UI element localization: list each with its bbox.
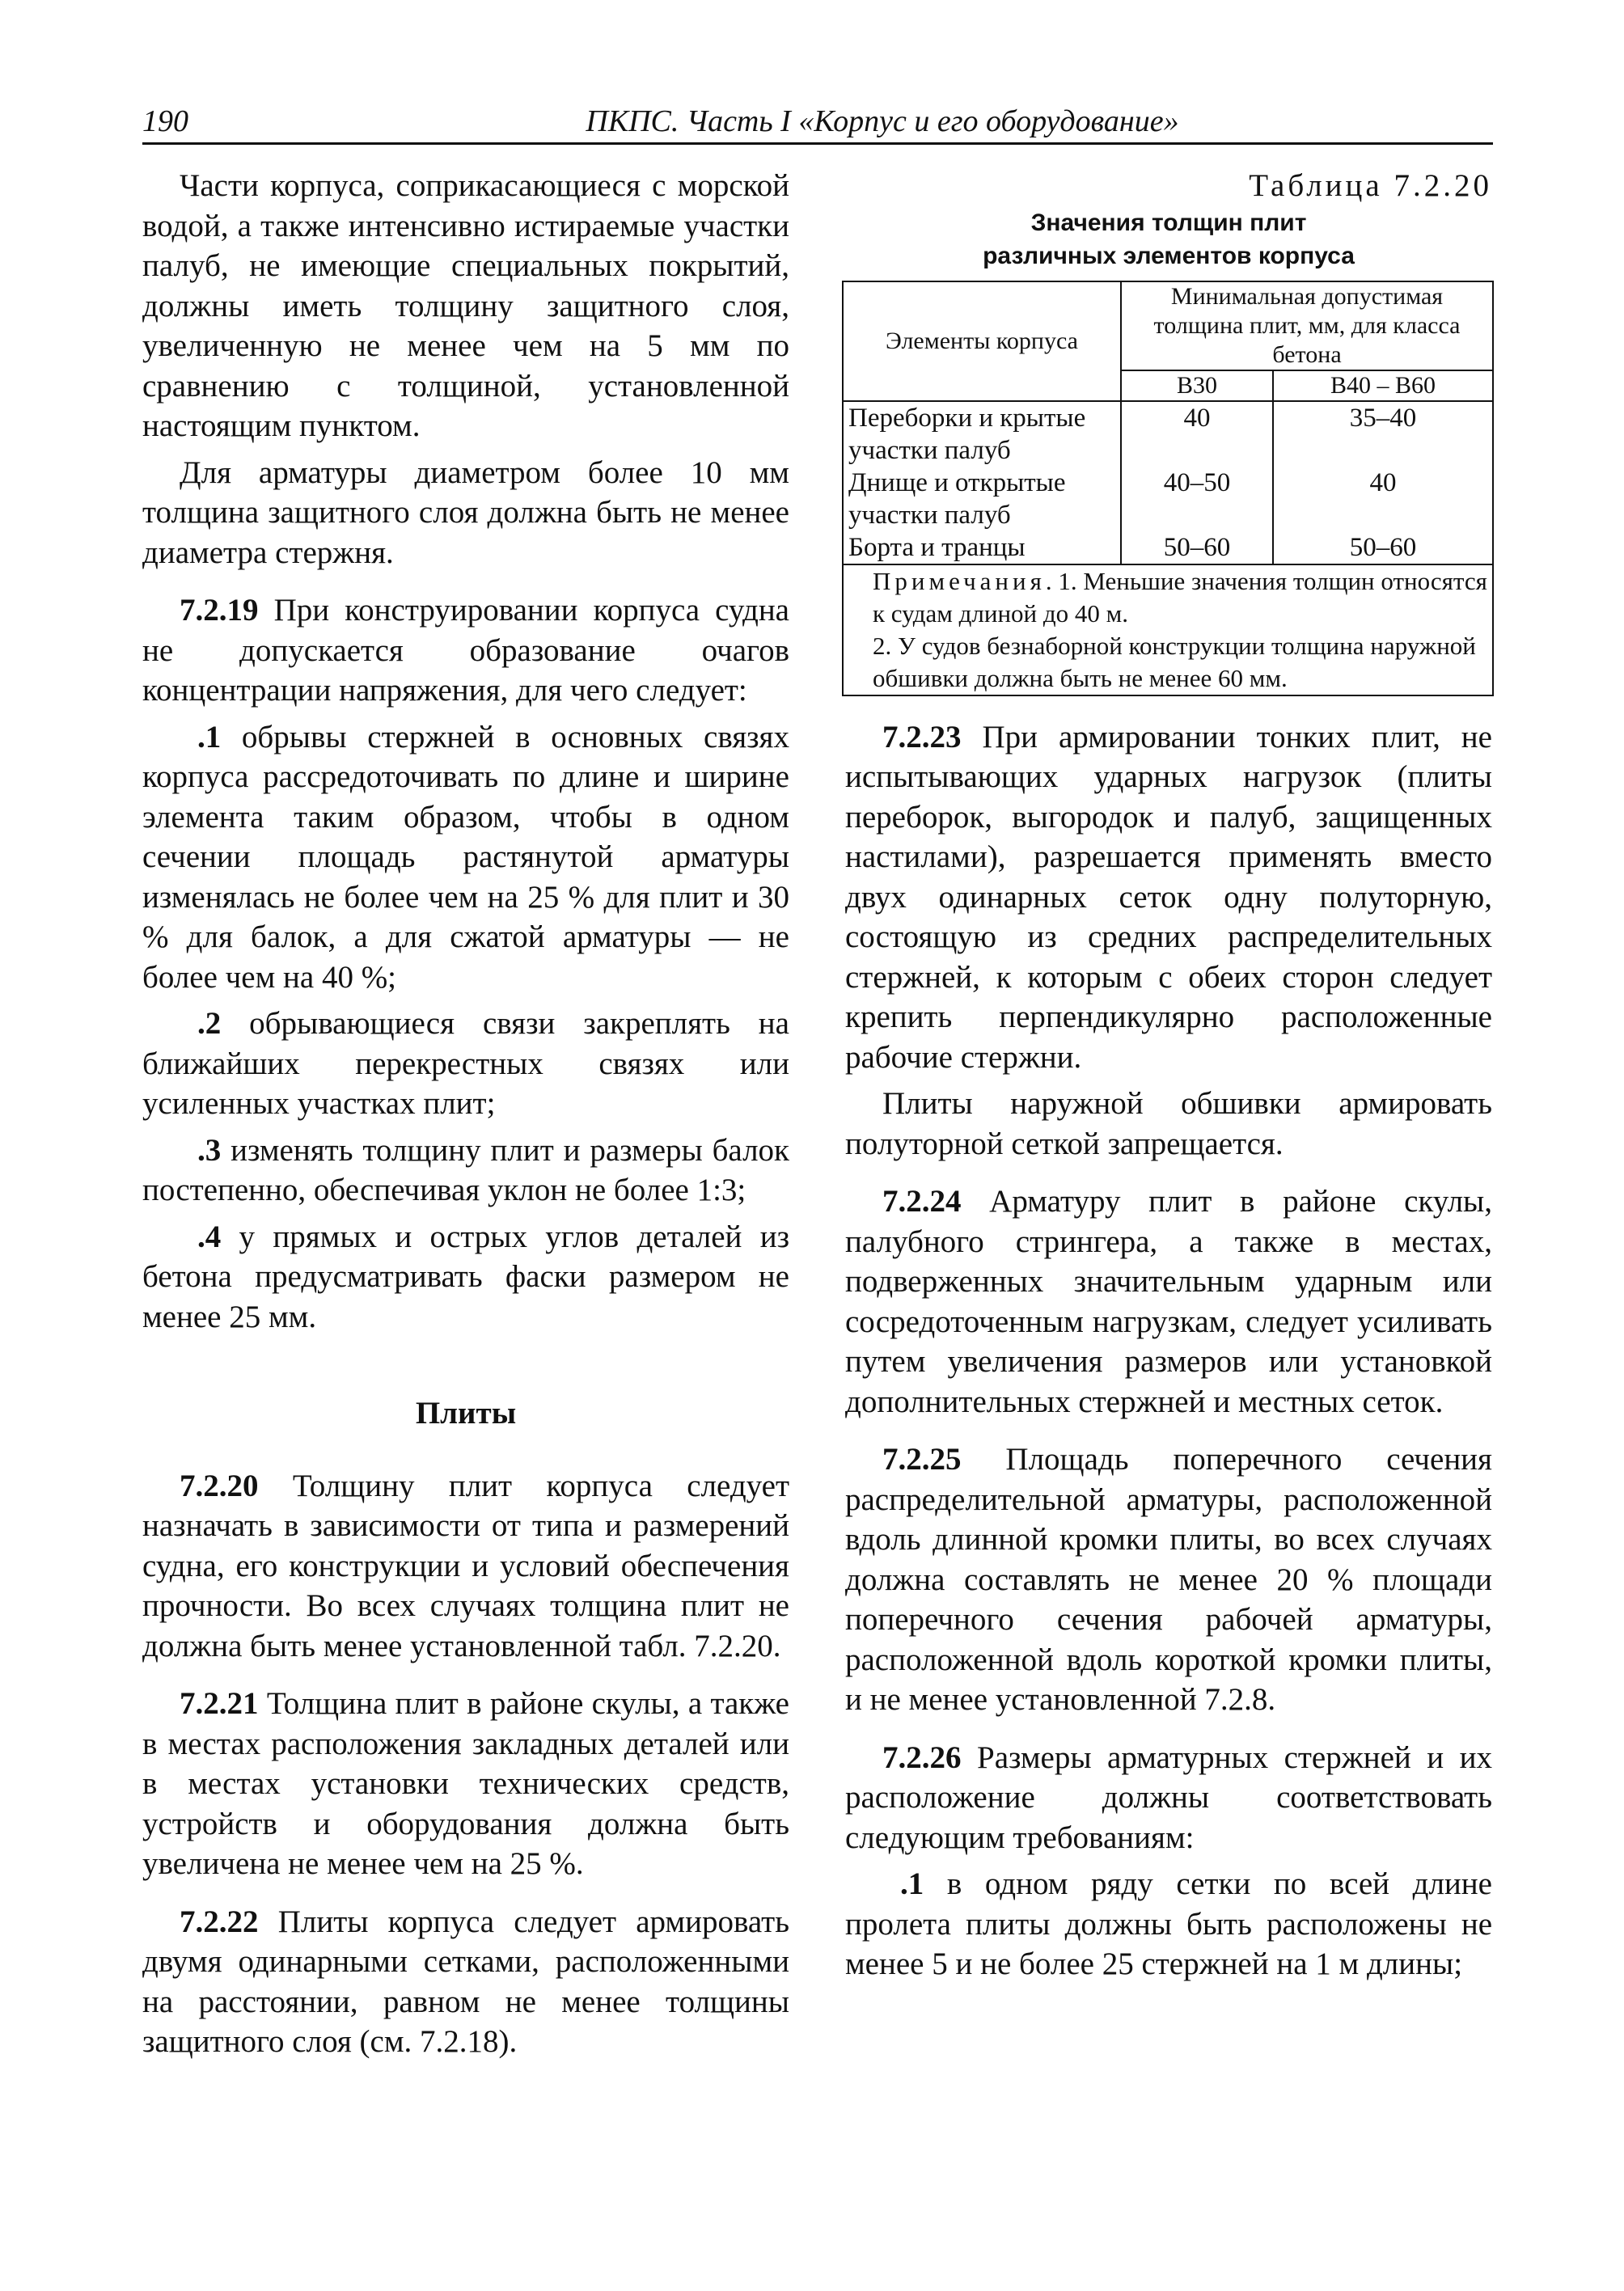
table-cell: 35–40	[1273, 401, 1493, 467]
clause-text: Арматуру плит в районе скулы, палубного стрингера, а также в местах, подверженных значительным ударным или сосредоточенным нагрузкам, следует усиливать путем увеличения размеров или установкой дополнительных стержней и местных сеток.	[845, 1184, 1492, 1419]
section-title: Плиты	[415, 1396, 517, 1431]
paragraph: Для арматуры диаметром более 10 мм толщина защитного слоя должна быть не менее диаметра стержня.	[142, 454, 789, 570]
table-cell: 50–60	[1273, 531, 1493, 564]
clause-7-2-23	[845, 717, 1492, 1078]
clause-7-2-22	[142, 1902, 789, 2062]
clause-number: 7.2.24	[882, 1184, 962, 1219]
item-text: обрывы стержней в основных связях корпуса рассредоточивать по длине и ширине элемента таким образом, чтобы в одном сечении площадь растянутой арматуры изменялась не более чем на 25 % для плит и 30 % для балок, а для сжатой арматуры — не более чем на 40 %;	[142, 719, 789, 995]
header-min-thickness: Минимальная допустимая толщина плит, мм, для класса бетона	[1121, 281, 1493, 370]
table-cell: Борта и транцы	[843, 531, 1121, 564]
item-text: обрывающиеся связи закреплять на ближайших перекрестных связях или усиленных участках плит;	[142, 1006, 789, 1121]
item-number: .3	[197, 1132, 222, 1168]
list-item	[142, 1217, 789, 1338]
clause-7-2-20	[142, 1466, 789, 1667]
clause-text: При армировании тонких плит, не испытывающих ударных нагрузок (плиты переборок, выгородок и палуб, защищенных настилами), разрешается применять вместо двух одинарных сеток одну полуторную, состоящую из средних распределительных стержней, к которым с обеих сторон следует крепить перпендикулярно расположенные рабочие стержни.	[845, 719, 1492, 1075]
table-title: Значения толщин плит различных элементов корпуса	[983, 209, 1355, 269]
clause-number: 7.2.25	[882, 1442, 962, 1477]
clause-7-2-21	[142, 1684, 789, 1884]
clause-text: Размеры арматурных стержней и их расположение должны соответствовать следующим требованиям:	[845, 1739, 1492, 1855]
item-text: изменять толщину плит и размеры балок постепенно, обеспечивая уклон не более 1:3;	[142, 1132, 789, 1207]
header-elements: Элементы корпуса	[843, 281, 1121, 401]
clause-text: Толщина плит в районе скулы, а также в местах расположения закладных деталей или в местах установки технических средств, устройств и оборудования должна быть увеличена не менее чем на 25 %.	[142, 1686, 789, 1881]
clause-number: 7.2.19	[180, 593, 259, 628]
item-number: .1	[197, 719, 222, 755]
table-note-row	[843, 564, 1493, 695]
list-item	[142, 1004, 789, 1124]
clause-text: Площадь поперечного сечения распределительной арматуры, расположенной вдоль длинной кромки плиты, во всех случаях должна составлять не менее 20 % площади поперечного сечения рабочей арматуры, расположенной вдоль короткой кромки плиты, и не менее установленной 7.2.8.	[845, 1442, 1492, 1717]
item-text: в одном ряду сетки по всей длине пролета плиты должны быть расположены не менее 5 и не более 25 стержней на 1 м длины;	[845, 1866, 1492, 1981]
clause-number: 7.2.26	[882, 1739, 962, 1775]
thickness-table	[842, 281, 1494, 696]
item-number: .4	[197, 1219, 222, 1254]
item-number: .1	[900, 1866, 924, 1901]
left-column	[142, 166, 789, 2062]
table-row	[843, 401, 1493, 467]
clause-number: 7.2.23	[882, 719, 962, 755]
header-b30: B30	[1121, 370, 1273, 401]
paragraph: Плиты наружной обшивки армировать полуторной сеткой запрещается.	[845, 1086, 1492, 1161]
list-item	[142, 1131, 789, 1211]
note-text: . 1. Меньшие значения толщин относятся к судам длиной до 40 м.	[873, 566, 1487, 628]
table-row	[843, 467, 1493, 531]
clause-text: При конструировании корпуса судна не допускается образование очагов концентрации напряжения, для чего следует:	[142, 593, 789, 708]
note-text: 2. У судов безнаборной конструкции толщина наружной обшивки должна быть не менее 60 мм.	[873, 631, 1476, 692]
clause-number: 7.2.21	[180, 1686, 259, 1721]
table-cell: Днище и открытые участки палуб	[843, 467, 1121, 531]
clause-7-2-24	[845, 1181, 1492, 1422]
clause-7-2-26	[845, 1738, 1492, 1858]
table-cell: 40–50	[1121, 467, 1273, 531]
running-header	[142, 100, 1493, 145]
table-cell: Переборки и крытые участки палуб	[843, 401, 1121, 467]
clause-text: Плиты корпуса следует армировать двумя одинарными сетками, расположенными на расстоянии, равном не менее толщины защитного слоя (см. 7.2.18).	[142, 1904, 789, 2059]
table-note	[843, 564, 1493, 695]
running-title: ПКПС. Часть I «Корпус и его оборудование»	[586, 104, 1179, 138]
clause-number: 7.2.20	[180, 1468, 259, 1503]
right-column	[845, 166, 1492, 1985]
table-header-row	[843, 281, 1493, 370]
note-label: Примечания	[873, 566, 1046, 595]
item-text: у прямых и острых углов деталей из бетона предусматривать фаски размером не менее 25 мм.	[142, 1219, 789, 1334]
clause-number: 7.2.22	[180, 1904, 259, 1939]
paragraph: Части корпуса, соприкасающиеся с морской водой, а также интенсивно истираемые участки палуб, не имеющие специальных покрытий, должны иметь толщину защитного слоя, увеличенную не менее чем на 5 мм по сравнению с толщиной, установленной настоящим пунктом.	[142, 168, 789, 443]
table-cell: 50–60	[1121, 531, 1273, 564]
clause-7-2-25	[845, 1439, 1492, 1720]
table-cell: 40	[1273, 467, 1493, 531]
item-number: .2	[197, 1006, 222, 1041]
clause-text: Толщину плит корпуса следует назначать в зависимости от типа и размерений судна, его конструкции и условий обеспечения прочности. Во всех случаях толщина плит не должна быть менее установленной табл. 7.2.20.	[142, 1468, 789, 1663]
header-b40-b60: B40 – B60	[1273, 370, 1493, 401]
clause-7-2-19	[142, 590, 789, 711]
table-caption: Таблица 7.2.20	[1249, 168, 1492, 203]
table-cell: 40	[1121, 401, 1273, 467]
page-number: 190	[142, 104, 188, 138]
list-item	[142, 717, 789, 998]
table-row	[843, 531, 1493, 564]
list-item	[845, 1864, 1492, 1985]
